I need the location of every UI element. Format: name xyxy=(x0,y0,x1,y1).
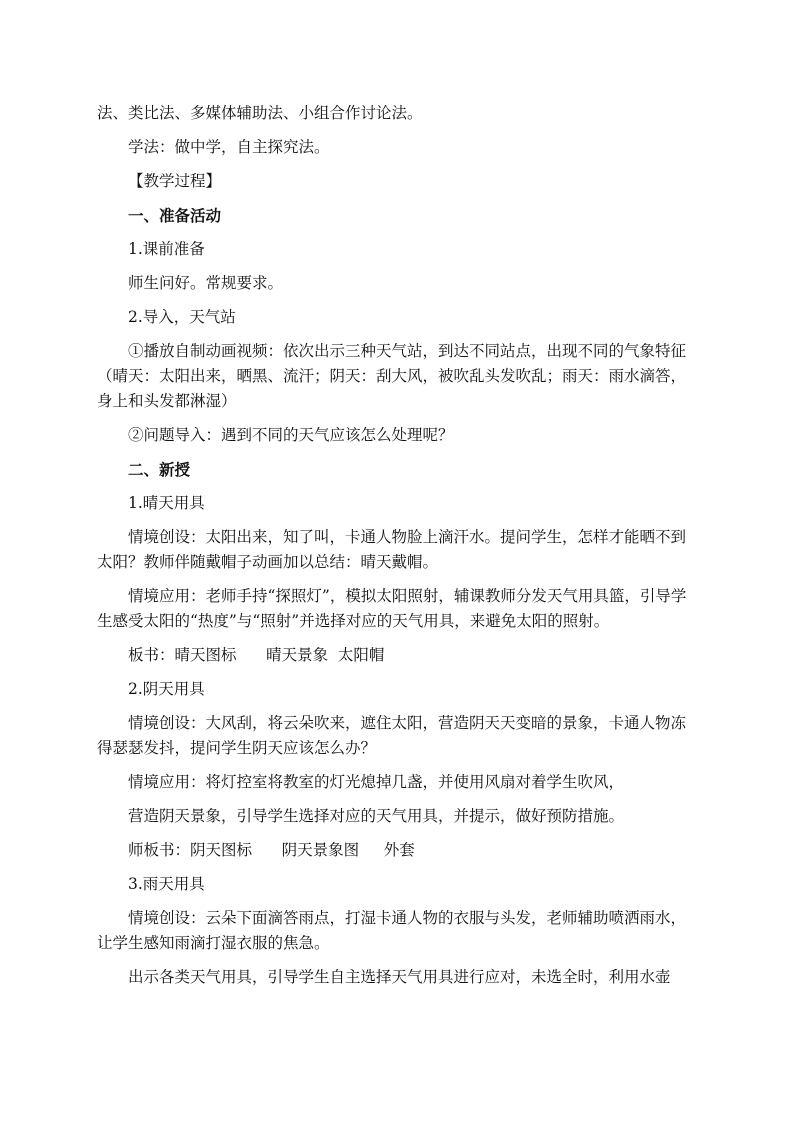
paragraph-rainy-tools: 出示各类天气用具，引导学生自主选择天气用具进行应对，未选全时，利用水壶 xyxy=(128,968,671,986)
paragraph-animation-play: ①播放自制动画视频：依次出示三种天气站，到达不同站点，出现不同的气象特征（晴天：太阳出来，晒黑、流汗；阴天：刮大风，被吹乱头发吹乱；雨天：雨水滴答，身上和头发都淋湿） xyxy=(97,342,687,410)
item-2-cloudy: 2.阴天用具 xyxy=(128,680,205,698)
document-body xyxy=(97,101,701,999)
paragraph-cloudy-scenario: 情境创设：大风刮，将云朵吹来，遮住太阳，营造阴天天变暗的景象，卡通人物冻得瑟瑟发抖，提问学生阴天应该怎么办？ xyxy=(97,714,687,757)
item-3-rainy: 3.雨天用具 xyxy=(128,875,205,893)
teaching-process-heading: 【教学过程】 xyxy=(128,172,222,190)
section-one-heading: 一、准备活动 xyxy=(128,206,222,225)
paragraph-learning-method: 学法：做中学，自主探究法。 xyxy=(128,138,330,156)
paragraph-sunny-board: 板书：晴天图标 晴天景象 太阳帽 xyxy=(128,646,385,664)
paragraph-sunny-application: 情境应用：老师手持“探照灯”，模拟太阳照射，辅课教师分发天气用具篮，引导学生感受太阳的“热度”与“照射”并选择对应的天气用具，来避免太阳的照射。 xyxy=(97,587,687,630)
paragraph-question-intro: ②问题导入：遇到不同的天气应该怎么处理呢？ xyxy=(128,426,454,444)
item-1-sunny: 1.晴天用具 xyxy=(128,494,205,512)
paragraph-cloudy-application: 情境应用：将灯控室将教室的灯光熄掉几盏，并使用风扇对着学生吹风， xyxy=(128,773,625,791)
item-1-prep: 1.课前准备 xyxy=(128,240,205,258)
paragraph-rainy-scenario: 情境创设：云朵下面滴答雨点，打湿卡通人物的衣服与头发，老师辅助喷洒雨水，让学生感知雨滴打湿衣服的焦急。 xyxy=(97,909,687,952)
paragraph-cloudy-application-2: 营造阴天景象，引导学生选择对应的天气用具，并提示，做好预防措施。 xyxy=(128,807,625,825)
paragraph-cloudy-board: 师板书：阴天图标 阴天景象图 外套 xyxy=(128,841,415,859)
item-2-intro: 2.导入，天气站 xyxy=(128,308,236,326)
paragraph-greeting: 师生问好。常规要求。 xyxy=(128,274,284,292)
paragraph-methods-continued: 法、类比法、多媒体辅助法、小组合作讨论法。 xyxy=(97,104,423,122)
paragraph-sunny-scenario: 情境创设：太阳出来，知了叫，卡通人物脸上滴汗水。提问学生，怎样才能晒不到太阳？教师伴随戴帽子动画加以总结：晴天戴帽。 xyxy=(97,528,687,571)
section-two-heading: 二、新授 xyxy=(128,460,191,479)
